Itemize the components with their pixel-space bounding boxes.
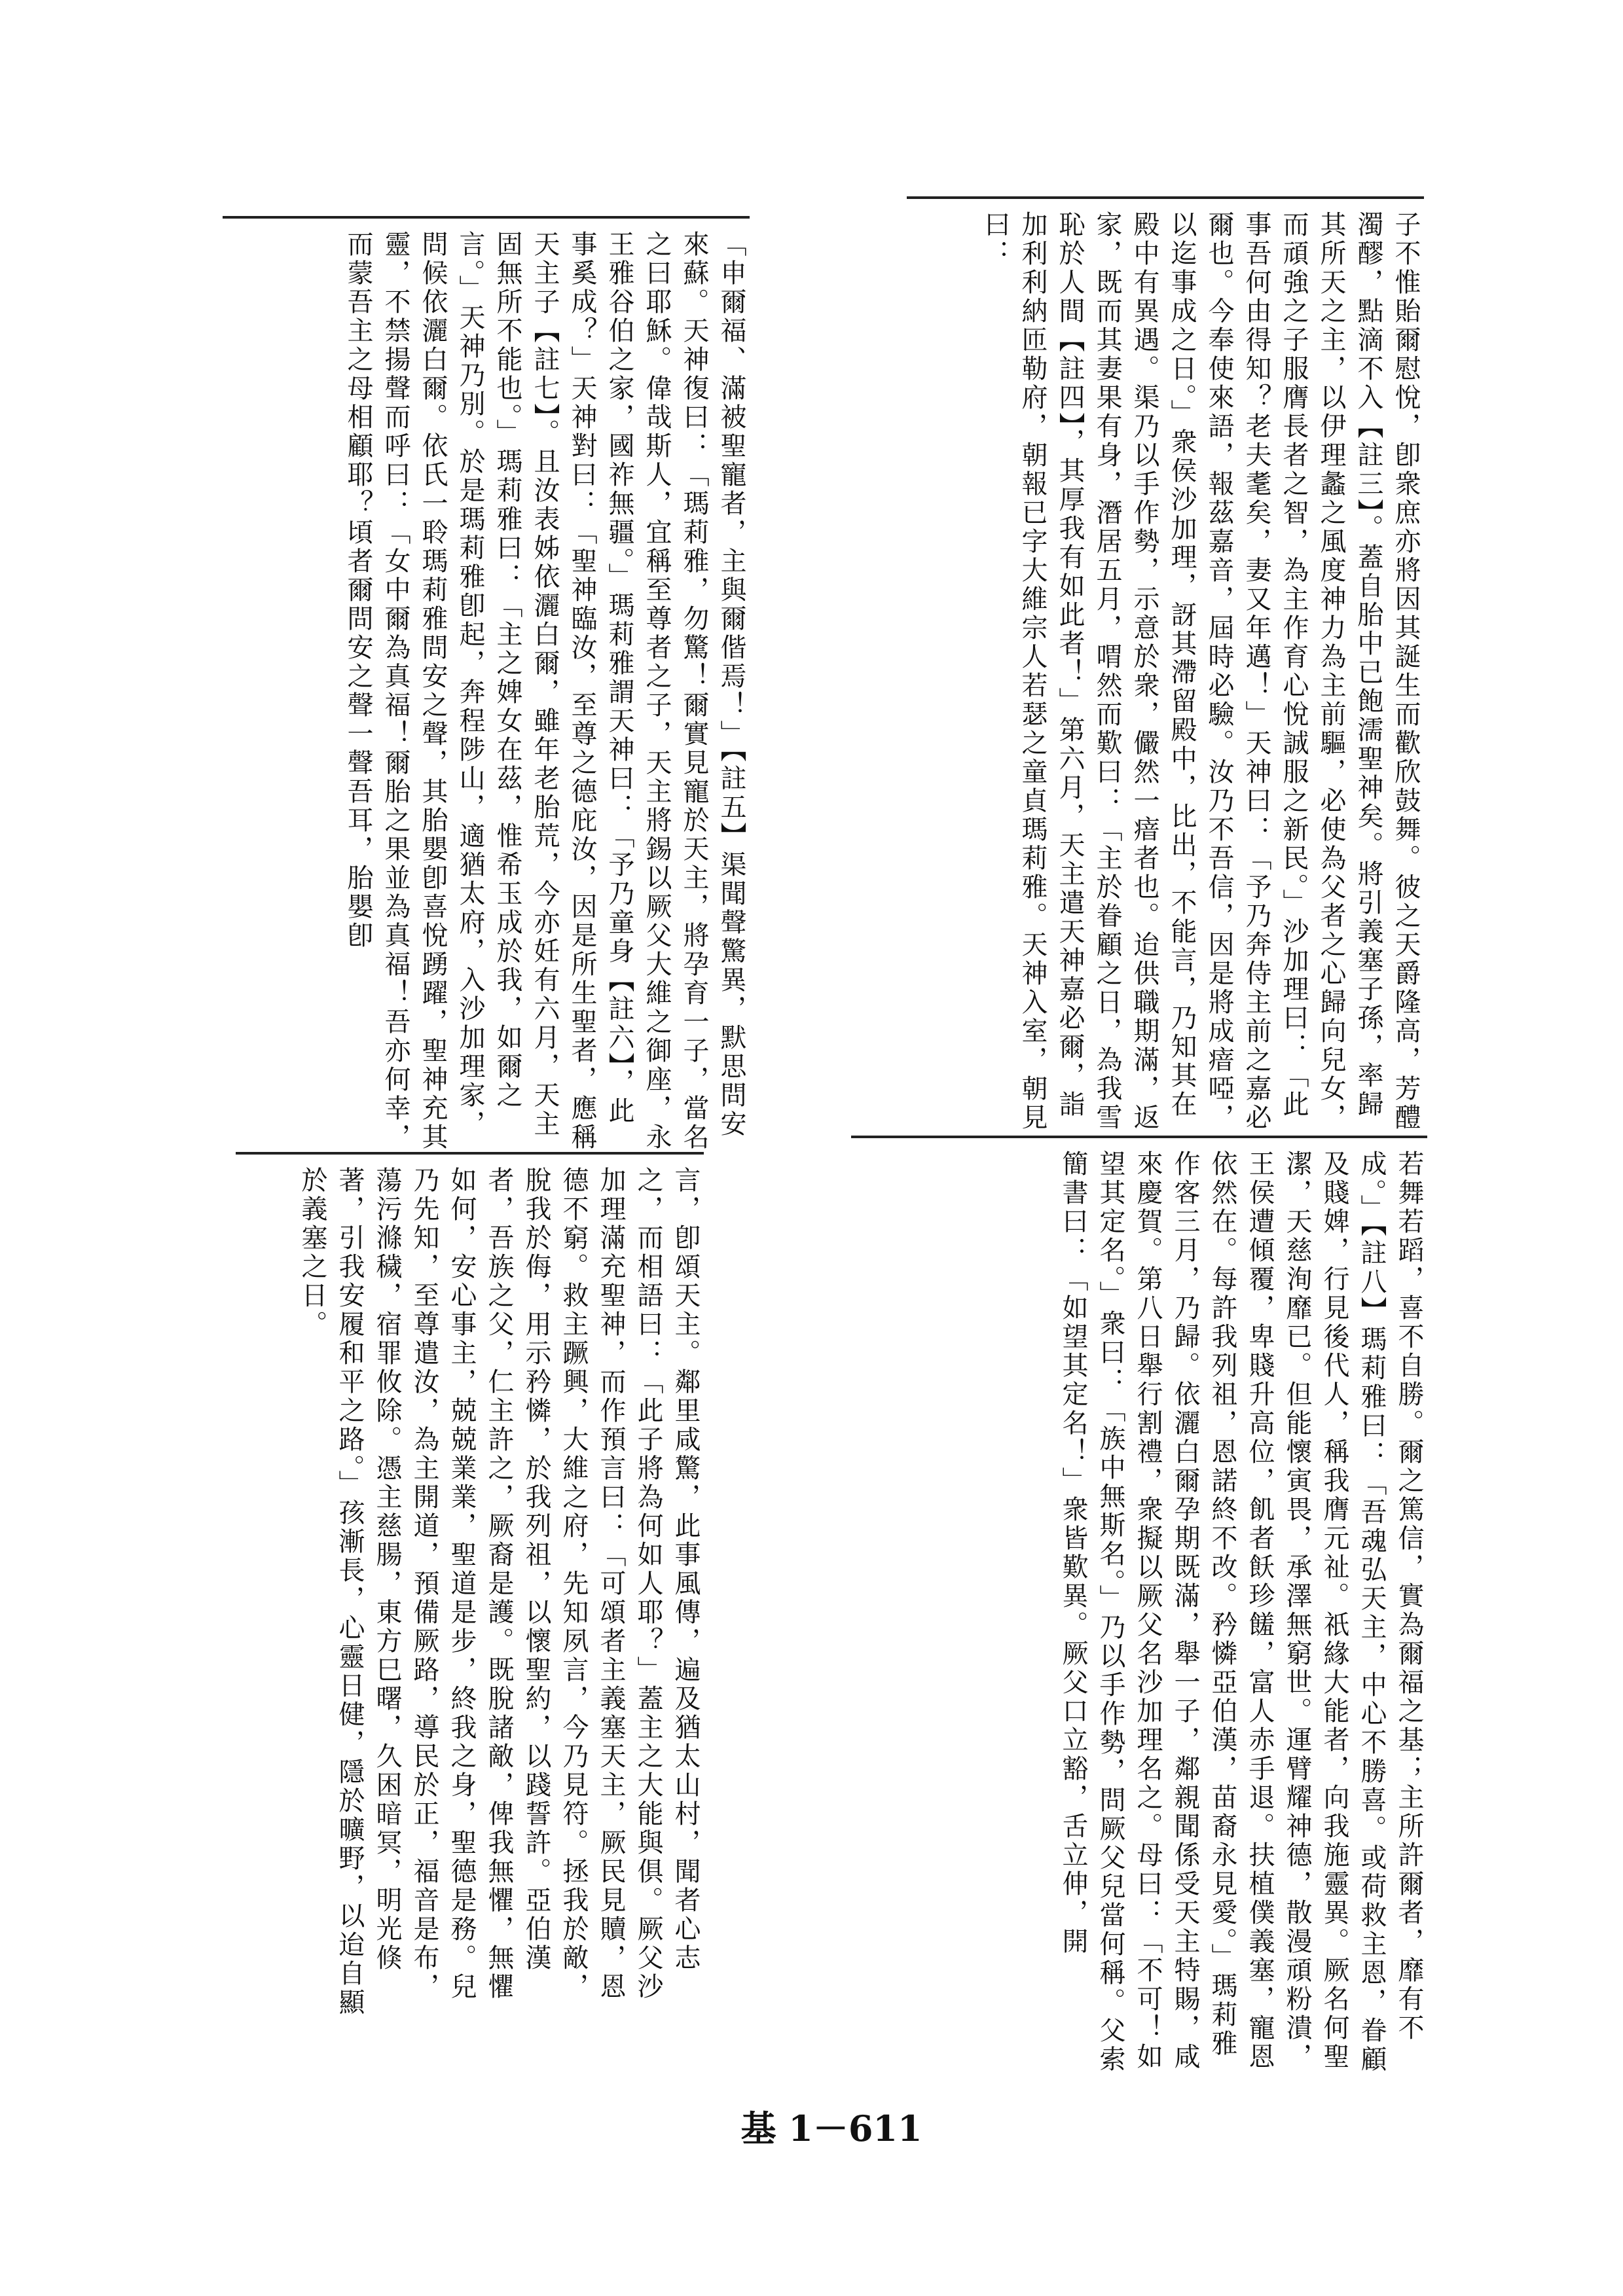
paragraph: 「申爾福、滿被聖寵者，主與爾偕焉！」【註五】渠聞聲驚異，默思問安來蘇。天神復曰：「瑪莉雅，勿驚！爾實見寵於天主，將孕育一子，當名之曰耶穌。偉哉斯人，宜稱至尊者之子，天主將錫以厥父大維之御座，永王雅谷伯之家，國祚無疆。」瑪莉雅謂天神曰：「予乃童身【註六】，此事奚成？」天神對曰：「聖神臨汝，至尊之德庇汝，因是所生聖者，應稱天主子【註七】。且汝表姊依灑白爾，雖年老胎荒，今亦妊有六月，天主固無所不能也。」瑪莉雅曰：「主之婢女在茲，惟希玉成於我，如爾之言。」天神乃別。於是瑪莉雅卽起，奔程陟山，適猶太府，入沙加理家，問候依灑白爾。依氏一聆瑪莉雅問安之聲，其胎嬰卽喜悅踴躍，聖神充其靈，不禁揚聲而呼曰：「女中爾為真福！爾胎之果並為真福！吾亦何幸，而蒙吾主之母相顧耶？頃者爾問安之聲一聲吾耳，胎嬰卽 xyxy=(343,230,746,1152)
vertical-text xyxy=(851,1150,1427,2078)
vertical-text xyxy=(236,1166,704,2022)
text-block-top-left xyxy=(223,216,750,1152)
rule-line xyxy=(907,196,1424,199)
rule-line xyxy=(851,1136,1427,1138)
vertical-text xyxy=(223,230,750,1152)
text-block-bottom-left xyxy=(236,1152,704,2022)
rule-line xyxy=(236,1152,704,1155)
paragraph: 子不惟貽爾慰悅，卽衆庶亦將因其誕生而歡欣鼓舞。彼之天爵隆高，芳醴濁醪，點滴不入【註三】。蓋自胎中已飽濡聖神矣。將引義塞子孫，率歸其所天之主，以伊理蠡之風度神力為主前驅，必使為父者之心歸向兒女，而頑強之子服膺長者之智，為主作育心悅誠服之新民。」沙加理曰：「此事吾何由得知？老夫耄矣，妻又年邁！」天神曰：「予乃奔侍主前之嘉必爾也。今奉使來語，報茲嘉音，屆時必驗。汝乃不吾信，因是將成瘖啞，以迄事成之日。」衆侯沙加理，訝其滯留殿中，比出，不能言，乃知其在殿中有異遇。渠乃以手作勢，示意於衆，儼然一瘖者也。迨供職期滿，返家，既而其妻果有身，潛居五月，喟然而歎曰：「主於眷顧之日，為我雪恥於人間【註四】，其厚我有如此者！」第六月，天主遣天神嘉必爾，詣加利利納匝勒府，朝報已字大維宗人若瑟之童貞瑪莉雅。天神入室，朝見曰： xyxy=(980,211,1421,1132)
text-block-bottom-right xyxy=(851,1136,1427,2078)
paragraph: 言，卽頌天主。鄰里咸驚，此事風傳，遍及猶太山村，聞者心志之，而相語曰：「此子將為何如人耶？」蓋主之大能與俱。厥父沙加理滿充聖神，而作預言曰：「可頌者主義塞天主，厥民見贖，恩德不窮。救主蹶興，大維之府，先知夙言，今乃見符。拯我於敵，脫我於侮，用示矜憐，於我列祖，以懷聖約，以踐誓許。亞伯漢者，吾族之父，仁主許之，厥裔是護。既脫諸敵，俾我無懼，無懼如何，安心事主，兢兢業業，聖道是步，終我之身，聖德是務。兒乃先知，至尊遣汝，為主開道，預備厥路，導民於正，福音是布，蕩污滌穢，宿罪攸除。憑主慈腸，東方巳曙，久困暗冥，明光倏著，引我安履和平之路。」孩漸長，心靈日健，隱於曠野，以迨自顯於義塞之日。 xyxy=(297,1166,701,2017)
page-number: 基 1－611 xyxy=(740,2108,922,2149)
paragraph: 若舞若蹈，喜不自勝。爾之篤信，實為爾福之基；主所許爾者，靡有不成。」【註八】瑪莉雅曰：「吾魂弘天主，中心不勝喜。或荷救主恩，眷顧及賤婢，行見後代人，稱我膺元祉。祇緣大能者，向我施靈異。厥名何聖潔，天慈洵靡已。但能懷寅畏，承澤無窮世。運臂耀神德，散漫頑粉潰，王侯遭傾覆，卑賤升高位，飢者飫珍饈，富人赤手退。扶植僕義塞，寵恩依然在。每許我列祖，恩諾終不改。矜憐亞伯漢，苗裔永見愛。」瑪莉雅作客三月，乃歸。依灑白爾孕期既滿，舉一子，鄰親聞係受天主特賜，咸來慶賀。第八日舉行割禮，衆擬以厥父名沙加理名之。母曰：「不可！如望其定名。」衆曰：「族中無斯名。」乃以手作勢，問厥父兒當何稱。父索簡書曰：「如望其定名！」衆皆歎異。厥父口立豁，舌立伸，開 xyxy=(1058,1150,1424,2074)
text-block-top-right xyxy=(907,196,1424,1145)
vertical-text xyxy=(907,211,1424,1145)
rule-line xyxy=(223,216,750,219)
